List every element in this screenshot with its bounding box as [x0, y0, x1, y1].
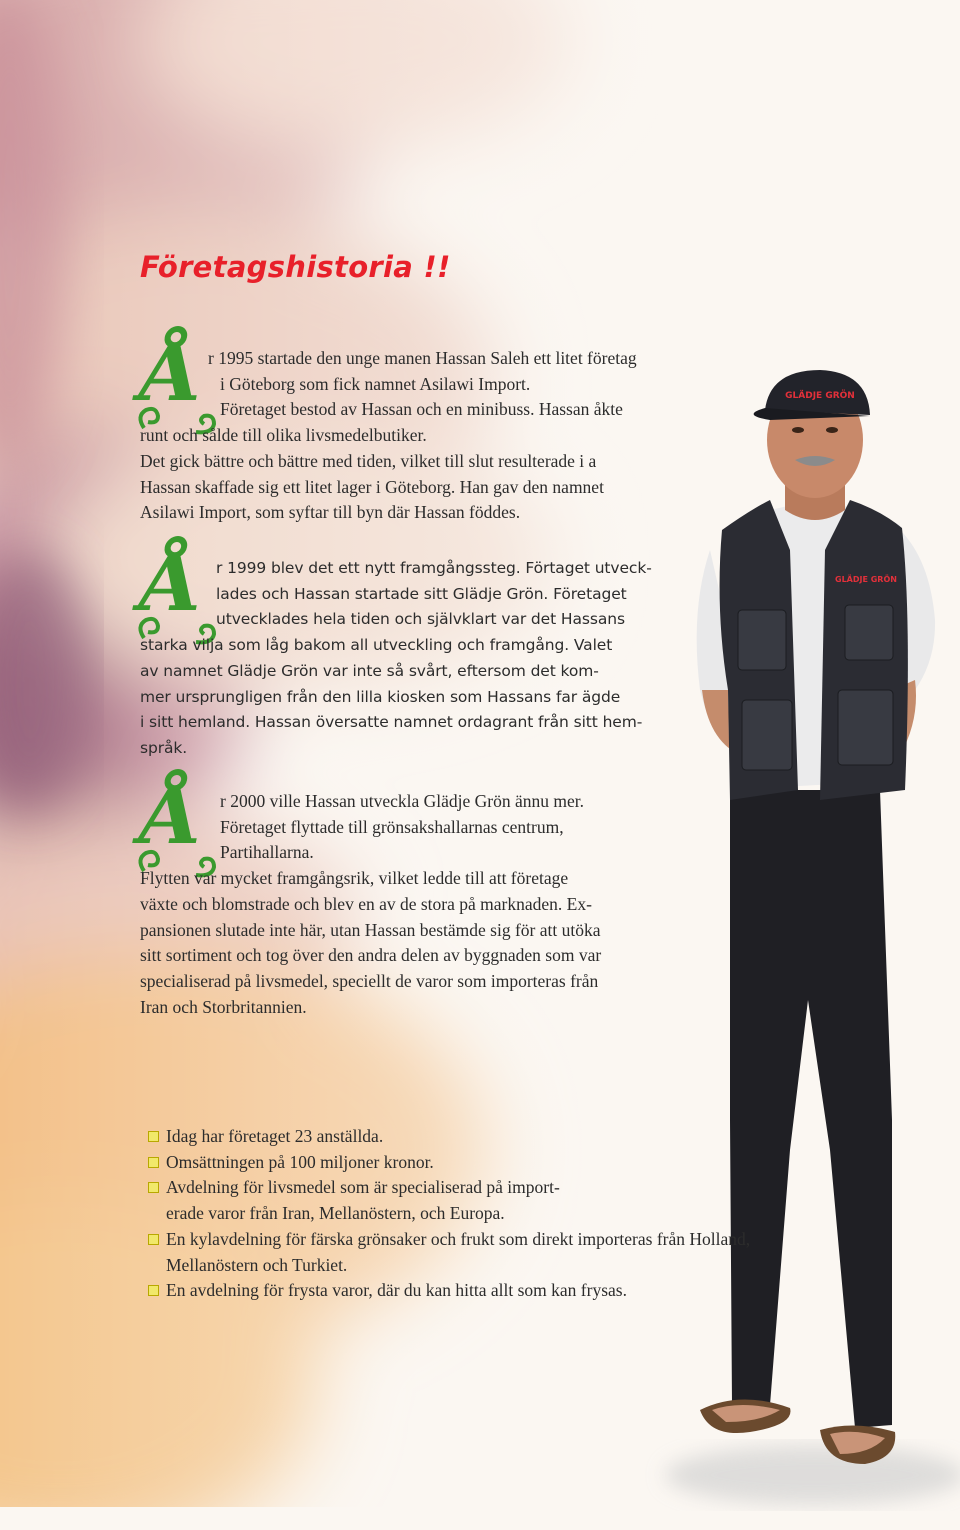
bullet-square-icon [148, 1285, 159, 1296]
facts-list [148, 1124, 928, 1304]
paragraph-line: runt och sålde till olika livsmedelbutiker. [140, 425, 427, 446]
list-item: Omsättningen på 100 miljoner kronor. [148, 1150, 928, 1176]
paragraph-line: Företaget bestod av Hassan och en minibuss. Hassan åkte [220, 399, 623, 420]
paragraph-line: r 2000 ville Hassan utveckla Glädje Grön ännu mer. [220, 791, 584, 811]
paragraph-line: r 1995 startade den unge manen Hassan Saleh ett litet företag [208, 348, 637, 368]
paragraph-line: Asilawi Import, som syftar till byn där Hassan föddes. [140, 502, 521, 523]
initial-letter: Å [140, 535, 203, 629]
paragraph-line: i Göteborg som fick namnet Asilawi Import. [220, 373, 531, 394]
cap-logo: GLÄDJE GRÖN [785, 391, 855, 401]
paragraph-line: av namnet Glädje Grön var inte så svårt, eftersom det kom- [140, 661, 599, 680]
vest-logo: GLÄDJE GRÖN [835, 575, 897, 584]
paragraph-line: pansionen slutade inte här, utan Hassan bestämde sig för att utöka [140, 919, 601, 940]
paragraph-line: specialiserad på livsmedel, speciellt de varor som importeras från [140, 970, 599, 991]
page-title: Företagshistoria !! [140, 250, 451, 284]
paragraph-line: Det gick bättre och bättre med tiden, vilket till slut resulterade i a [140, 450, 597, 471]
paragraph-line: Partihallarna. [220, 842, 314, 863]
bullet-square-icon [148, 1234, 159, 1245]
paragraph-line: r 1999 blev det ett nytt framgångssteg. Förtaget utveck- [216, 559, 652, 577]
list-item: Avdelning för livsmedel som är specialiserad på import- erade varor från Iran, Mellanöstern, och Europa. [148, 1175, 928, 1226]
paragraph-line: utvecklades hela tiden och självklart var det Hassans [216, 610, 625, 629]
bullet-square-icon [148, 1157, 159, 1168]
list-item: Idag har företaget 23 anställda. [148, 1124, 928, 1150]
paragraph-line: i sitt hemland. Hassan översatte namnet ordagrant från sitt hem- [140, 713, 643, 732]
paragraph-line: växte och blomstrade och blev en av de stora på marknaden. Ex- [140, 893, 592, 914]
paragraph-line: Företaget flyttade till grönsakshallarnas centrum, [220, 816, 564, 837]
paragraph-line: mer ursprungligen från den lilla kiosken som Hassans far ägde [140, 687, 621, 706]
paragraph-line: starka vilja som låg bakom all utveckling och framgång. Valet [140, 636, 613, 655]
initial-letter: Å [140, 325, 203, 419]
bullet-square-icon [148, 1182, 159, 1193]
paragraph-line: lades och Hassan startade sitt Glädje Grön. Företaget [216, 584, 627, 603]
paragraph-line: Flytten var mycket framgångsrik, vilket ledde till att företage [140, 868, 569, 889]
paragraph-line: språk. [140, 738, 188, 757]
paragraph-line: sitt sortiment och tog över den andra delen av byggnaden som var [140, 945, 602, 966]
paragraph-line: Hassan skaffade sig ett litet lager i Göteborg. Han gav den namnet [140, 476, 604, 497]
initial-letter: Å [140, 768, 203, 862]
list-item: En avdelning för frysta varor, där du kan hitta allt som kan frysas. [148, 1278, 928, 1304]
bullet-square-icon [148, 1131, 159, 1142]
list-item: En kylavdelning för färska grönsaker och frukt som direkt importeras från Holland, Mellanöstern och Turkiet. [148, 1227, 928, 1278]
paragraph-line: Iran och Storbritannien. [140, 996, 307, 1017]
